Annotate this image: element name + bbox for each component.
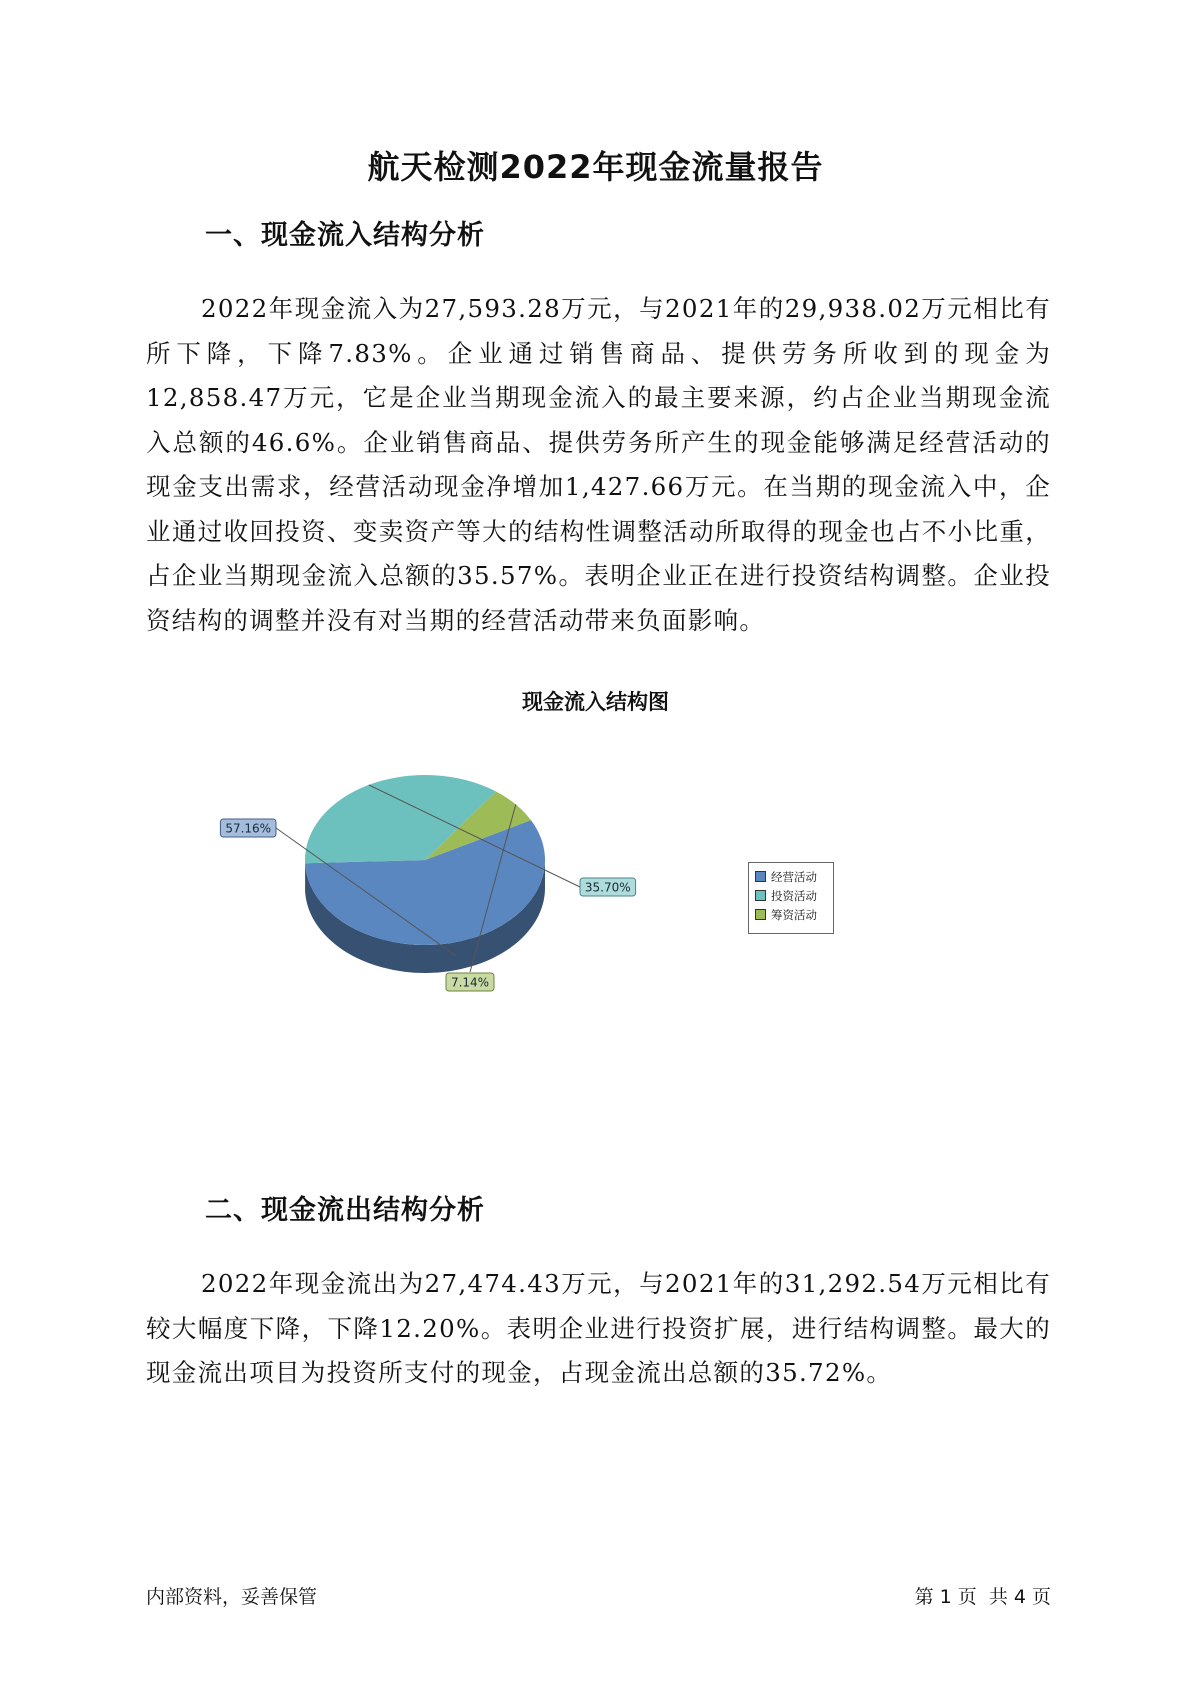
legend-swatch (755, 909, 766, 920)
legend-item-financing (755, 905, 827, 924)
footer-note: 内部资料，妥善保管 (146, 1586, 318, 1608)
legend-label: 投资活动 (771, 888, 817, 903)
legend-item-investing (755, 886, 827, 905)
data-label: 7.14% (450, 975, 490, 990)
legend-swatch (755, 890, 766, 901)
legend-swatch (755, 871, 766, 882)
legend-item-operating (755, 867, 827, 886)
data-label: 57.16% (225, 821, 272, 836)
data-label: 35.70% (584, 880, 631, 895)
section2-heading: 二、现金流出结构分析 (205, 1195, 485, 1226)
chart-title: 现金流入结构图 (522, 690, 669, 714)
legend-label: 经营活动 (771, 869, 817, 884)
document-title: 航天检测2022年现金流量报告 (367, 148, 824, 186)
section1-paragraph: 2022年现金流入为27,593.28万元，与2021年的29,938.02万元相比有所下降，下降7.83%。企业通过销售商品、提供劳务所收到的现金为12,858.47万元，它是企业当期现金流入的最主要来源，约占企业当期现金流入总额的46.6%。企业销售商品、提供劳务所产生的现金能够满足经营活动的现金支出需求，经营活动现金净增加1,427.66万元。在当期的现金流入中，企业通过收回投资、变卖资产等大的结构性调整活动所取得的现金也占不小比重，占企业当期现金流入总额的35.57%。表明企业正在进行投资结构调整。企业投资结构的调整并没有对当期的经营活动带来负面影响。 (146, 294, 1051, 635)
chart-legend (748, 862, 834, 934)
page-number: 第 1 页 共 4 页 (914, 1586, 1051, 1608)
legend-label: 筹资活动 (771, 907, 817, 922)
section1-heading: 一、现金流入结构分析 (205, 220, 485, 251)
section2-paragraph: 2022年现金流出为27,474.43万元，与2021年的31,292.54万元相比有较大幅度下降，下降12.20%。表明企业进行投资扩展，进行结构调整。最大的现金流出项目为投资所支付的现金，占现金流出总额的35.72%。 (146, 1269, 1051, 1387)
